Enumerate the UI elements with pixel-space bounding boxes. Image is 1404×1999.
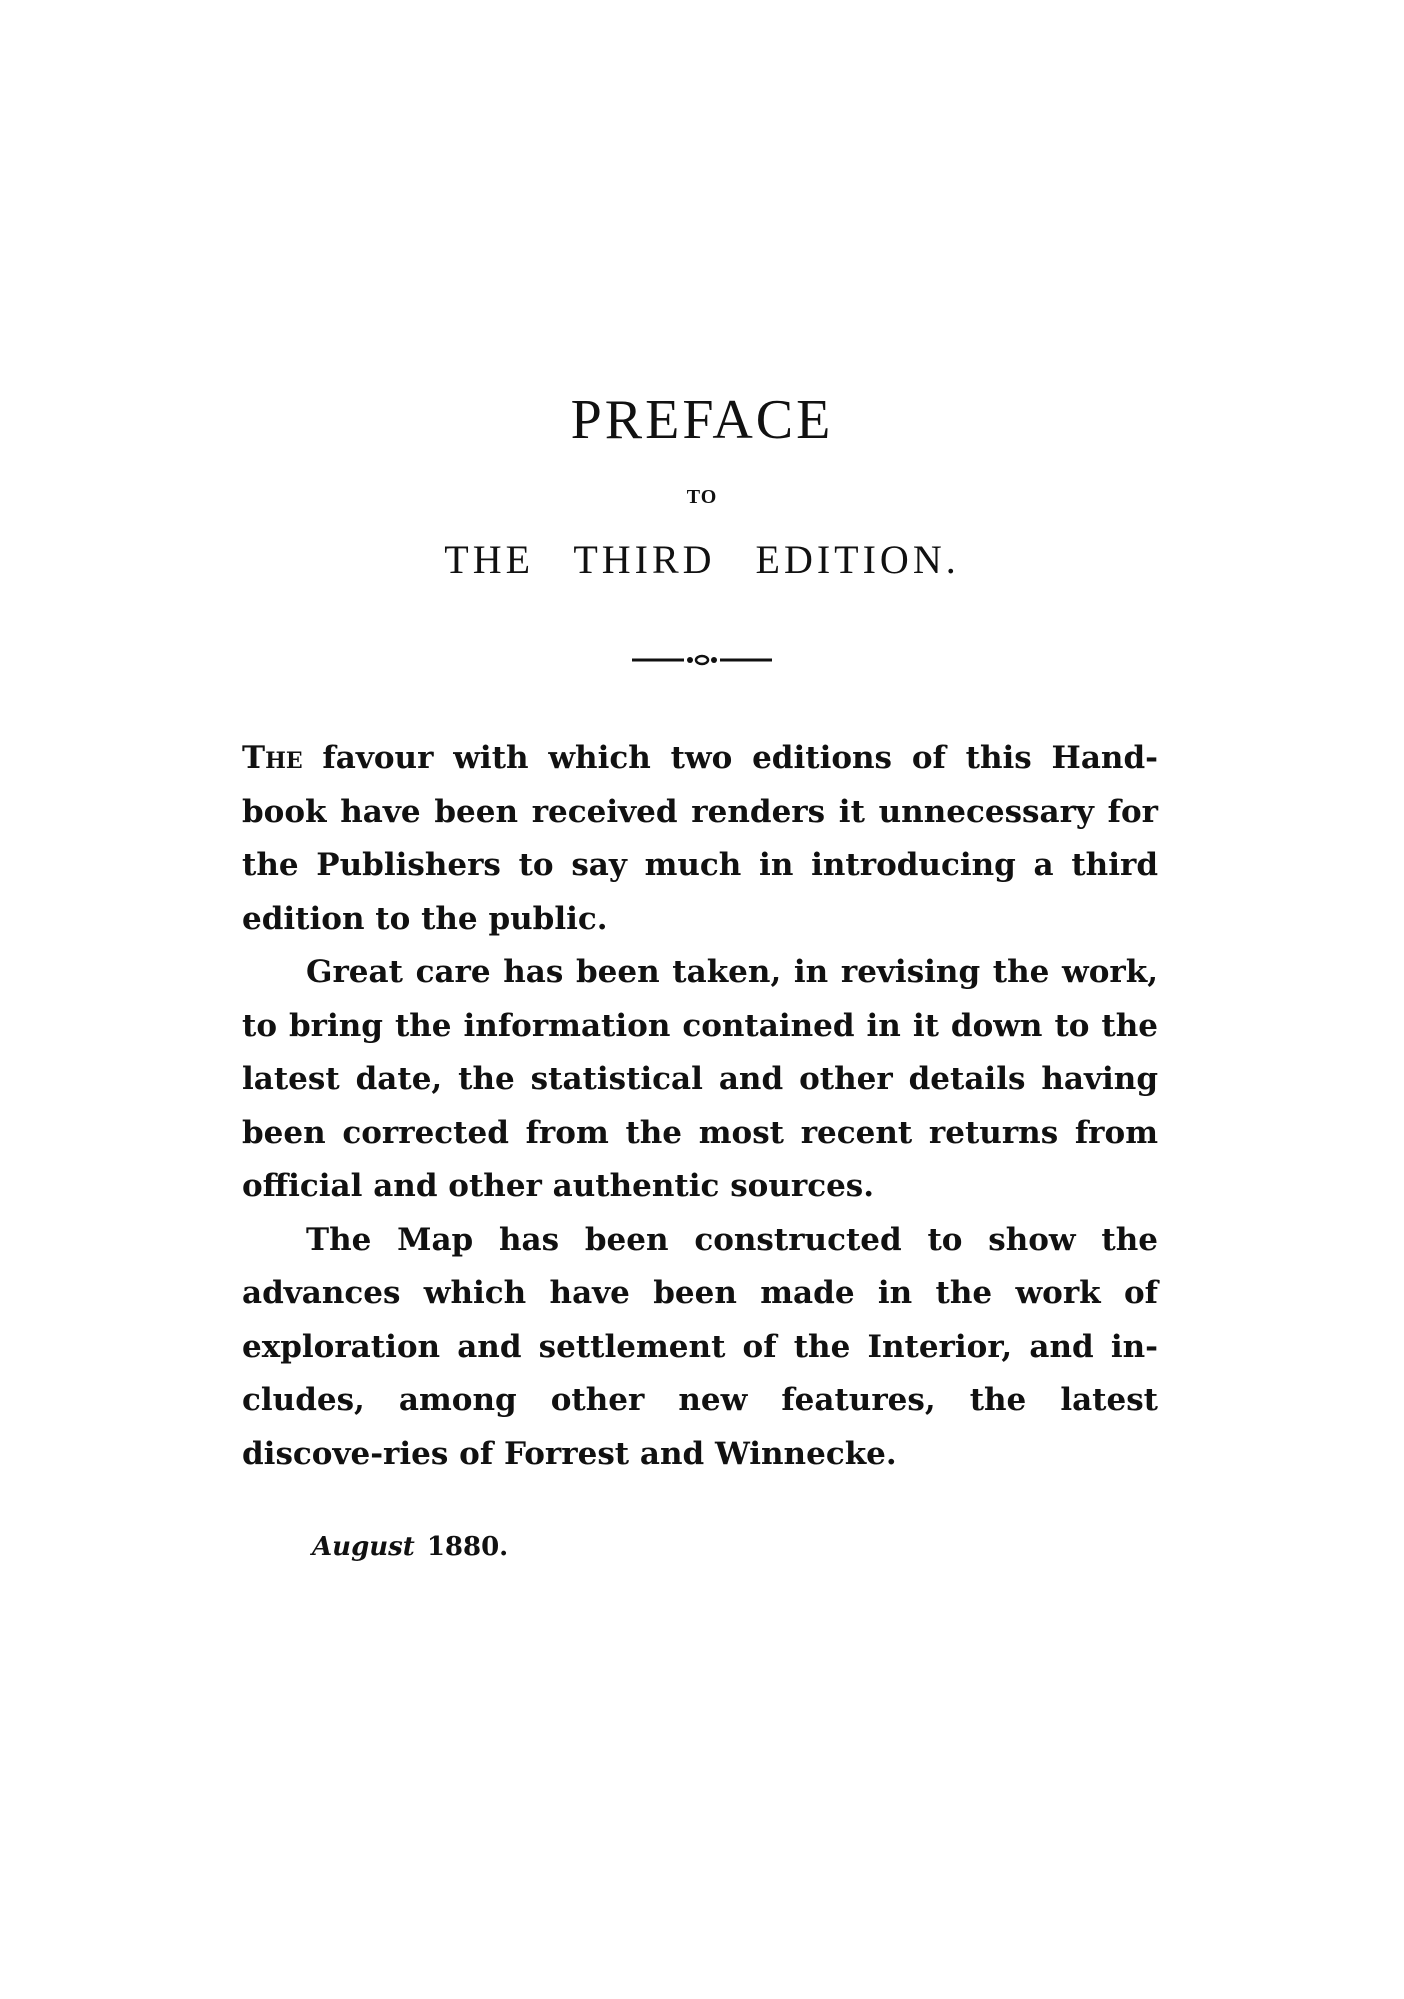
paragraph-1-lead: The — [242, 740, 303, 776]
paragraph-1-text: favour with which two editions of this Hand-book have been received renders it unnecessary for the Publishers to say much in introducing a third edition to the public. — [242, 740, 1158, 937]
preface-body — [242, 732, 1158, 1481]
ornament-divider — [632, 650, 772, 670]
date-line — [312, 1532, 508, 1562]
paragraph-1 — [242, 732, 1158, 946]
date-year: 1880. — [426, 1532, 509, 1562]
paragraph-2: Great care has been taken, in revising the work, to bring the information contained in it down to the latest date, the statistical and other details having been corrected from the most recent returns from official and other authentic sources. — [242, 954, 1158, 1204]
page-title: PREFACE — [570, 389, 834, 451]
page-subtitle: THE THIRD EDITION. — [444, 537, 960, 582]
title-connector: TO — [686, 486, 718, 508]
date-month: August — [312, 1532, 415, 1562]
paragraph-3: The Map has been constructed to show the advances which have been made in the work of exploration and settlement of the Interior, and in-cludes, among other new features, the latest discove-ries of Forrest and Winnecke. — [242, 1221, 1158, 1472]
